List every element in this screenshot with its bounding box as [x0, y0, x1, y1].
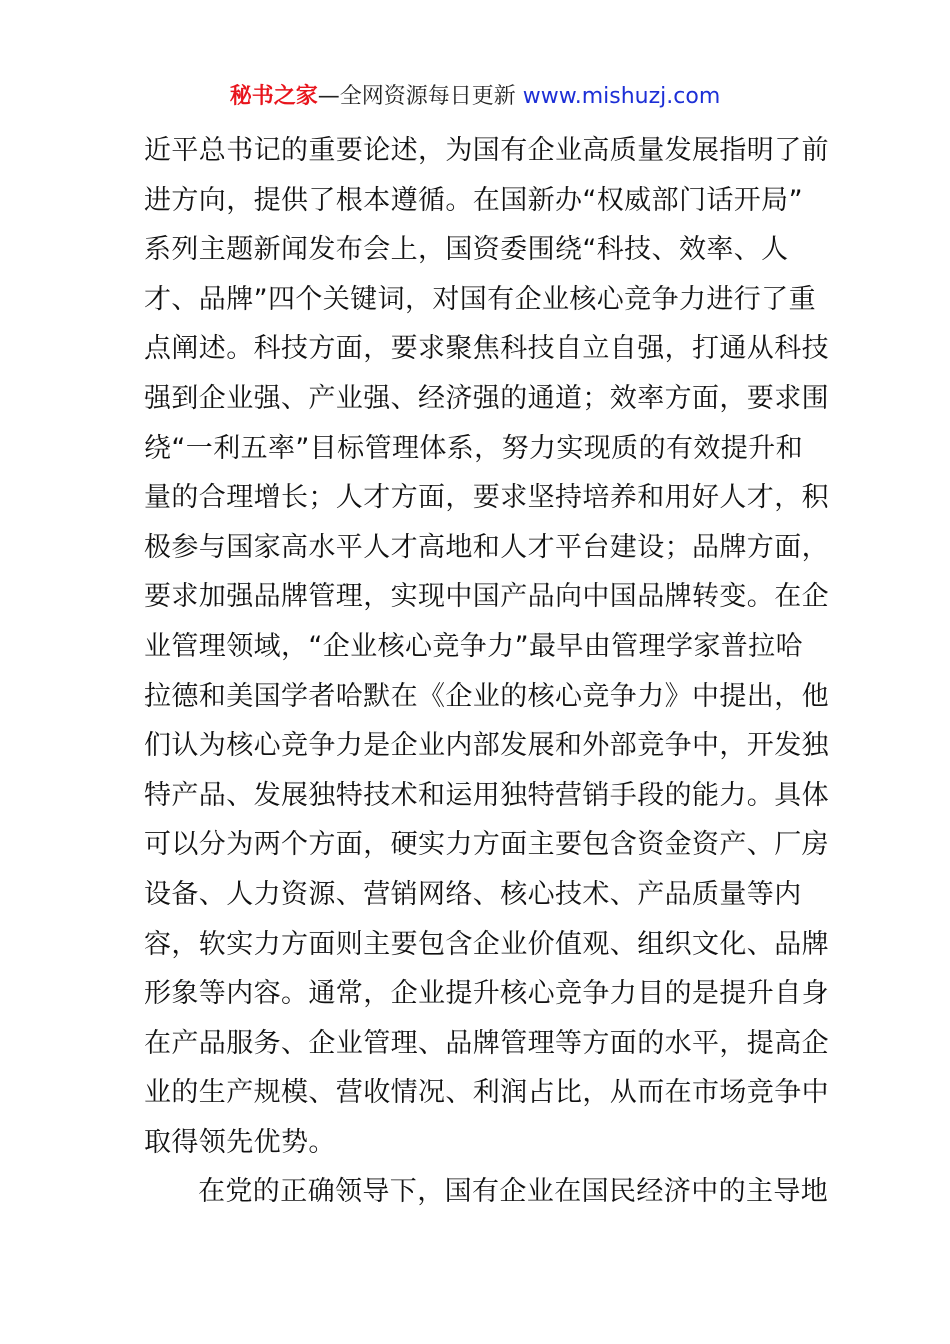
text-line: 才、品牌”四个关键词，对国有企业核心竞争力进行了重 [144, 283, 816, 315]
document-body [144, 126, 829, 1217]
text-line: 形象等内容。通常，企业提升核心竞争力目的是提升自身 [144, 978, 829, 1010]
text-line: 在党的正确领导下，国有企业在国民经济中的主导地 [198, 1176, 829, 1208]
text-line: 绕“一利五率”目标管理体系，努力实现质的有效提升和 [144, 432, 803, 464]
brand-name: 秘书之家 [229, 84, 318, 109]
text-line: 要求加强品牌管理，实现中国产品向中国品牌转变。在企 [144, 581, 829, 613]
text-line: 特产品、发展独特技术和运用独特营销手段的能力。具体 [144, 779, 829, 811]
header-tagline: —全网资源每日更新 [317, 84, 516, 109]
text-line: 进方向，提供了根本遵循。在国新办“权威部门话开局” [144, 184, 803, 216]
text-line: 可以分为两个方面，硬实力方面主要包含资金资产、厂房 [144, 829, 829, 861]
text-line: 容，软实力方面则主要包含企业价值观、组织文化、品牌 [144, 928, 829, 960]
site-url-link[interactable]: www.mishuzj.com [522, 84, 721, 109]
text-line: 近平总书记的重要论述，为国有企业高质量发展指明了前 [144, 135, 829, 166]
text-line: 取得领先优势。 [144, 1126, 336, 1158]
text-line: 强到企业强、产业强、经济强的通道；效率方面，要求围 [144, 382, 829, 414]
text-line: 在产品服务、企业管理、品牌管理等方面的水平，提高企 [144, 1027, 829, 1059]
text-line: 拉德和美国学者哈默在《企业的核心竞争力》中提出，他 [144, 680, 829, 712]
text-line: 系列主题新闻发布会上，国资委围绕“科技、效率、人 [144, 234, 789, 266]
paragraph-2 [144, 1167, 829, 1217]
text-line: 业管理领域，“企业核心竞争力”最早由管理学家普拉哈 [144, 630, 803, 662]
page-header [0, 80, 950, 114]
text-line: 业的生产规模、营收情况、利润占比，从而在市场竞争中 [144, 1077, 829, 1109]
text-line: 点阐述。科技方面，要求聚焦科技自立自强，打通从科技 [144, 333, 829, 365]
text-line: 极参与国家高水平人才高地和人才平台建设；品牌方面， [144, 531, 829, 563]
text-line: 量的合理增长；人才方面，要求坚持培养和用好人才，积 [144, 482, 829, 514]
paragraph-1 [144, 126, 829, 1167]
text-line: 设备、人力资源、营销网络、核心技术、产品质量等内 [144, 878, 802, 910]
text-line: 们认为核心竞争力是企业内部发展和外部竞争中，开发独 [144, 730, 829, 762]
